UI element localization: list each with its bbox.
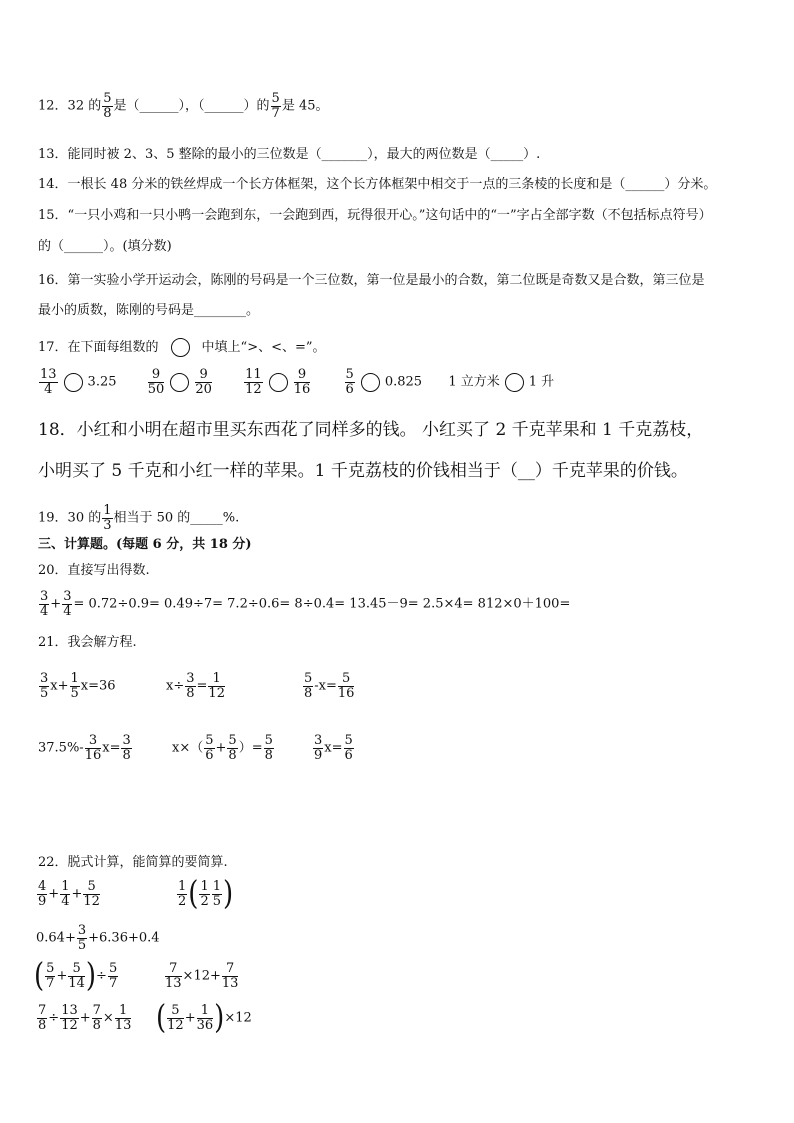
- equation-6: $\frac{3}{9}$ x= $\frac{5}{6}$: [314, 733, 353, 763]
- calc-3a: ( $\frac{5}{7}$ + $\frac{5}{14}$ )÷ $\frac{5}{7}$: [34, 957, 118, 995]
- fraction: $\frac{3}{4}$: [63, 589, 72, 619]
- question-18-line2: 小明买了 5 千克和小红一样的苹果。1 千克荔枝的价钱相当于（__）千克苹果的价钱。: [38, 461, 688, 481]
- fraction: $\frac{1}{3}$: [103, 503, 112, 533]
- fraction: $\frac{5}{8}$: [103, 91, 112, 121]
- equation-3: $\frac{5}{8}$ -x= $\frac{5}{16}$: [304, 671, 355, 701]
- question-15-line2: 的（______）。(填分数): [38, 239, 172, 254]
- circle-blank[interactable]: [269, 373, 288, 392]
- circle-blank[interactable]: [170, 373, 189, 392]
- calc-2: 0.64+ $\frac{3}{5}$ +6.36+0.4: [36, 923, 160, 953]
- section-3-heading: 三、计算题。(每题 6 分，共 18 分): [38, 537, 252, 552]
- question-17-groups: $\frac{13}{4}$ 3.25 $\frac{9}{50}$ $\frac{9}{20}$ $\frac{11}{12}$ $\frac{9}{16}$ $\frac{5}{6}$ 0.825 1 立方米 1 升: [40, 367, 555, 397]
- question-19: 19．30 的 $\frac{1}{3}$ 相当于 50 的_____%.: [38, 503, 240, 533]
- question-12: 12．32 的 $\frac{5}{8}$ 是（______），（______）的 $\frac{5}{7}$ 是 45。: [38, 91, 329, 121]
- calc-4a: $\frac{7}{8}$ ÷ $\frac{13}{12}$ + $\frac{7}{8}$ × $\frac{1}{13}$: [38, 1003, 132, 1033]
- fraction: $\frac{11}{12}$: [245, 367, 262, 397]
- question-22-title: 22．脱式计算，能简算的要简算.: [38, 855, 228, 870]
- question-16-line2: 最小的质数，陈刚的号码是________。: [38, 303, 260, 318]
- equation-4: 37.5%- $\frac{3}{16}$ x= $\frac{3}{8}$: [38, 733, 131, 763]
- circle-blank: [171, 338, 190, 357]
- fraction: $\frac{5}{7}$: [271, 91, 280, 121]
- circle-blank[interactable]: [505, 373, 524, 392]
- equation-5: x×（ $\frac{5}{6}$ + $\frac{5}{8}$ ）= $\frac{5}{8}$: [172, 733, 273, 763]
- question-14: 14．一根长 48 分米的铁丝焊成一个长方体框架，这个长方体框架中相交于一点的三条棱的长度和是（______）分米。: [38, 177, 717, 192]
- fraction: $\frac{9}{50}$: [147, 367, 165, 397]
- calc-1a: $\frac{4}{9}$ + $\frac{1}{4}$ + $\frac{5}{12}$: [38, 879, 100, 909]
- fraction: $\frac{5}{6}$: [345, 367, 354, 397]
- circle-blank[interactable]: [361, 373, 380, 392]
- question-16-line1: 16．第一实验小学开运动会，陈刚的号码是一个三位数，第一位是最小的合数，第二位既是奇数又是合数，第三位是: [38, 273, 705, 288]
- fraction: $\frac{13}{4}$: [40, 367, 57, 397]
- question-17-stem: 17．在下面每组数的 中填上“>、<、=”。: [38, 340, 326, 355]
- question-21-title: 21．我会解方程.: [38, 635, 137, 650]
- question-20-title: 20．直接写出得数.: [38, 563, 150, 578]
- circle-blank[interactable]: [64, 373, 83, 392]
- calc-1b: $\frac{1}{2}$ ( $\frac{1}{2}$ $\frac{1}{5}$ ): [178, 875, 234, 913]
- fraction: $\frac{9}{16}$: [293, 367, 311, 397]
- fraction: $\frac{3}{4}$: [40, 589, 49, 619]
- question-18-line1: 18．小红和小明在超市里买东西花了同样多的钱。 小红买了 2 千克苹果和 1 千克荔枝，: [38, 420, 704, 440]
- question-13: 13．能同时被 2、3、5 整除的最小的三位数是（_______），最大的两位数是（_____）.: [38, 147, 541, 162]
- question-15-line1: 15．“一只小鸡和一只小鸭一会跑到东，一会跑到西，玩得很开心。”这句话中的“一”字占全部字数（不包括标点符号）: [38, 208, 712, 223]
- equation-2: x÷ $\frac{3}{8}$ = $\frac{1}{12}$: [166, 671, 225, 701]
- fraction: $\frac{9}{20}$: [195, 367, 212, 397]
- question-20-items: $\frac{3}{4}$ + $\frac{3}{4}$ = 0.72÷0.9= 0.49÷7= 7.2÷0.6= 8÷0.4= 13.45－9= 2.5×4= 812×0＋100=: [40, 589, 571, 619]
- calc-3b: $\frac{7}{13}$ ×12+ $\frac{7}{13}$: [165, 961, 239, 991]
- calc-4b: ( $\frac{5}{12}$ + $\frac{1}{36}$ )×12: [156, 999, 252, 1037]
- equation-1: $\frac{3}{5}$ x+ $\frac{1}{5}$ x=36: [40, 671, 116, 701]
